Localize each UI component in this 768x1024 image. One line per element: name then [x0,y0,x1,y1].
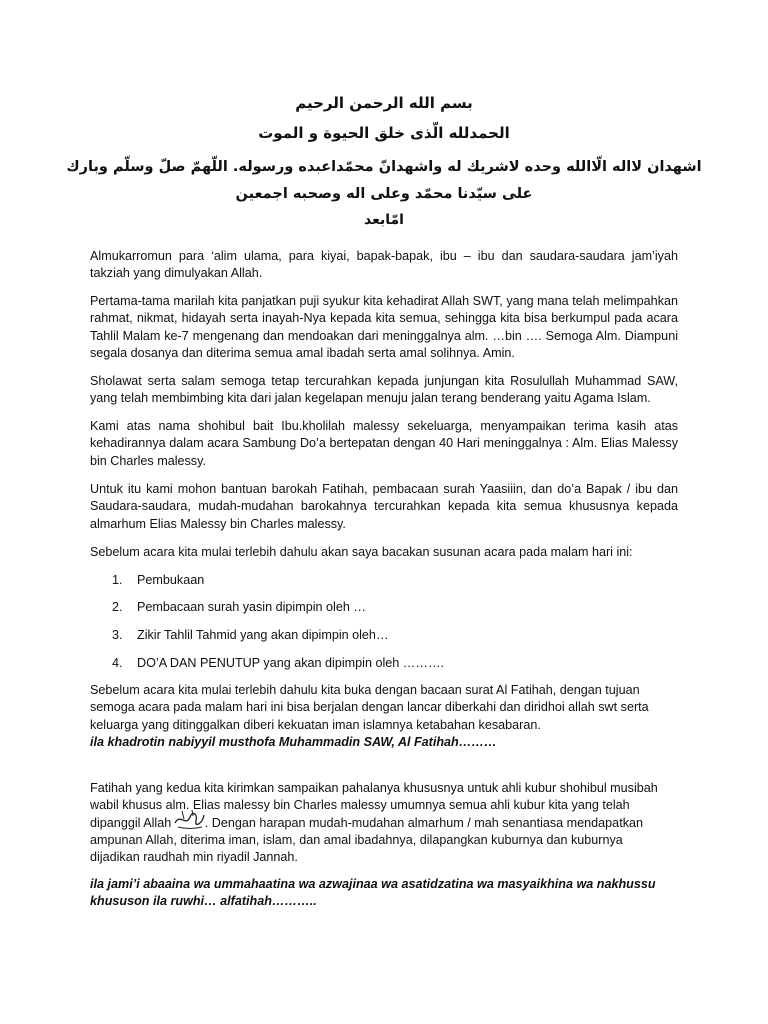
line: dijadikan raudhah min riyadil Jannah. [90,850,298,865]
paragraph-sholawat: Sholawat serta salam semoga tetap tercurahkan kepada junjungan kita Rosulullah Muhammad SAW, yang telah membimbing kita dari jalan kegelapan menuju jalan terang benderang yaitu Agama Islam. [90,374,678,406]
basmalah-heading: بسم الله الرحمن الرحيم [295,94,473,112]
paragraph-greeting: Almukarromun para ‘alim ulama, para kiyai, bapak-bapak, ibu – ibu dan saudara-saudara jam’iyah takziah yang dimulyakan Allah. [90,249,678,281]
paragraph-agenda-intro: Sebelum acara kita mulai terlebih dahulu akan saya bacakan susunan acara pada malam hari ini: [90,545,633,559]
paragraph-opening: Pertama-tama marilah kita panjatkan puji syukur kita kehadirat Allah SWT, yang mana telah melimpahkan rahmat, nikmat, hidayah serta inayah-Nya kepada kita semua, sehingga kita bisa berkumpul pada acara Tahlil Malam ke-7 mengenang dan mendoakan dari meninggalnya alm. …bin …. Semoga Alm. Diampuni segala dosanya dan diterima semua amal ibadah serta amal solihnya. Amin. [90,294,678,360]
agenda-number: 2. [112,600,123,614]
hamdalah-heading: الحمدلله الّذى خلق الحيوة و الموت [258,124,510,142]
amma-bad-heading: امّابعد [364,212,404,228]
agenda-item [112,627,389,644]
line: . Dengan harapan mudah-mudahan almarhum / mah senantiasa mendapatkan [201,815,643,830]
jalla-jalaluh-calligraphy-icon [172,807,206,831]
agenda-text: DO’A DAN PENUTUP yang akan dipimpin oleh ………. [137,656,445,670]
line: wabil khusus alm. Elias malessy bin Charles malessy umumnya semua ahli kubur kita yang telah [90,798,630,813]
agenda-text: Pembukaan [137,573,205,587]
shahada-heading: اشهدان لااله الّاالله وحده لاشريك له واشهدانّ محمّداعبده ورسوله. اللّهمّ صلّ وسلّم وبارك على سيّدنا محمّد وعلى اله وصحبه اجمعين [66,159,702,202]
agenda-item [112,655,444,672]
paragraph-final-dedication: ila jami’i abaaina wa ummahaatina wa azwajinaa wa asatidzatina wa masyaikhina wa nakhussu khususon ila ruwhi… alfatihah……….. [90,877,656,909]
agenda-number: 3. [112,628,123,642]
agenda-text: Zikir Tahlil Tahmid yang akan dipimpin oleh… [137,628,389,642]
paragraph-request: Untuk itu kami mohon bantuan barokah Fatihah, pembacaan surah Yaasiiin, dan do’a Bapak / ibu dan Saudara-saudara, mudah-mudahan barokahnya tercurahkan kepada kita semua khususnya kepada almarhum Elias Malessy bin Charles malessy. [90,482,678,531]
paragraph-host-thanks: Kami atas nama shohibul bait Ibu.kholilah malessy sekeluarga, menyampaikan terima kasih atas kehadirannya dalam acara Sambung Do’a bertepatan dengan 40 Hari meninggalnya : Alm. Elias Malessy bin Charles malessy. [90,419,678,468]
line: dipanggil Allah [90,815,172,830]
agenda-text: Pembacaan surah yasin dipimpin oleh … [137,600,366,614]
agenda-number: 1. [112,573,123,587]
line: Fatihah yang kedua kita kirimkan sampaikan pahalanya khususnya untuk ahli kubur shohibul musibah [90,781,658,795]
agenda-number: 4. [112,656,123,670]
agenda-item [112,599,366,616]
line: ampunan Allah, diterima iman, islam, dan amal ibadahnya, dilapangkan kuburnya dan kuburnya [90,832,623,847]
paragraph-fatihah-dedication: ila khadrotin nabiyyil musthofa Muhammadin SAW, Al Fatihah……… [90,735,497,749]
paragraph-fatihah-first: Sebelum acara kita mulai terlebih dahulu kita buka dengan bacaan surat Al Fatihah, dengan tujuan semoga acara pada malam hari ini bisa berjalan dengan lancar diberkahi dan diridhoi allah swt serta keluarga yang ditinggalkan diberi kekuatan iman islamnya ketabahan kesabaran. [90,683,649,732]
agenda-item [112,572,204,589]
